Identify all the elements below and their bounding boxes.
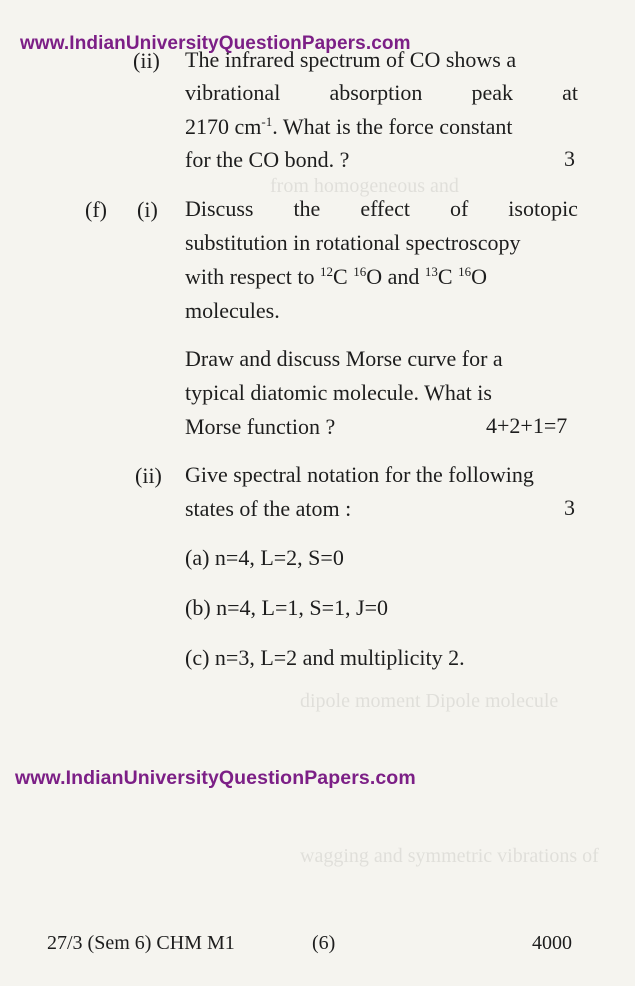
- word: peak: [471, 80, 513, 105]
- text: C: [437, 264, 459, 289]
- list-item: (b) n=4, L=1, S=1, J=0: [185, 595, 389, 620]
- marks: 3: [564, 495, 575, 520]
- word: absorption: [329, 80, 423, 105]
- bleed-through-text: dipole moment Dipole molecule: [300, 690, 559, 712]
- list-item: (c) n=3, L=2 and multiplicity 2.: [185, 645, 465, 670]
- word: of: [449, 196, 469, 221]
- word: the: [293, 196, 321, 221]
- marks: 4+2+1=7: [486, 413, 568, 438]
- question-text: [185, 82, 578, 104]
- word: effect: [360, 196, 410, 221]
- question-text: The infrared spectrum of CO shows a: [185, 47, 517, 72]
- bleed-through-text: wagging and symmetric vibrations of: [300, 845, 599, 867]
- word: Discuss: [185, 196, 254, 221]
- question-text: substitution in rotational spectroscopy: [185, 230, 521, 255]
- text: O and: [366, 264, 425, 289]
- superscript: 16: [458, 264, 472, 279]
- question-label: (ii): [135, 463, 162, 488]
- superscript: 13: [424, 264, 438, 279]
- question-text: states of the atom :: [185, 496, 352, 521]
- question-sublabel: (i): [137, 197, 158, 222]
- question-text: typical diatomic molecule. What is: [185, 380, 492, 405]
- question-text: molecules.: [185, 298, 280, 323]
- bleed-through-text: from homogeneous and: [270, 175, 459, 197]
- question-text: Give spectral notation for the following: [185, 462, 534, 487]
- question-text: for the CO bond. ?: [185, 147, 350, 172]
- paper-code: 27/3 (Sem 6) CHM M1: [47, 932, 235, 954]
- text: 2170 cm: [185, 114, 262, 139]
- question-text: [185, 266, 487, 288]
- word: vibrational: [185, 80, 281, 105]
- watermark-top: www.IndianUniversityQuestionPapers.com: [20, 33, 411, 54]
- superscript: 16: [353, 264, 367, 279]
- print-count: 4000: [532, 932, 572, 954]
- text: . What is the force constant: [272, 114, 513, 139]
- text: O: [471, 264, 487, 289]
- marks: 3: [564, 146, 575, 171]
- question-text: [185, 198, 578, 220]
- question-text: [185, 116, 513, 138]
- question-label: (f): [85, 197, 107, 222]
- superscript: 12: [320, 264, 334, 279]
- watermark-middle: www.IndianUniversityQuestionPapers.com: [15, 767, 416, 789]
- question-text: Draw and discuss Morse curve for a: [185, 346, 503, 371]
- text: with respect to: [185, 264, 321, 289]
- page-number: (6): [312, 932, 336, 954]
- word: at: [562, 80, 578, 105]
- text: C: [333, 264, 354, 289]
- question-label: (ii): [133, 48, 160, 73]
- superscript: -1: [261, 114, 273, 129]
- question-text: Morse function ?: [185, 414, 336, 439]
- list-item: (a) n=4, L=2, S=0: [185, 545, 344, 570]
- word: isotopic: [508, 196, 578, 221]
